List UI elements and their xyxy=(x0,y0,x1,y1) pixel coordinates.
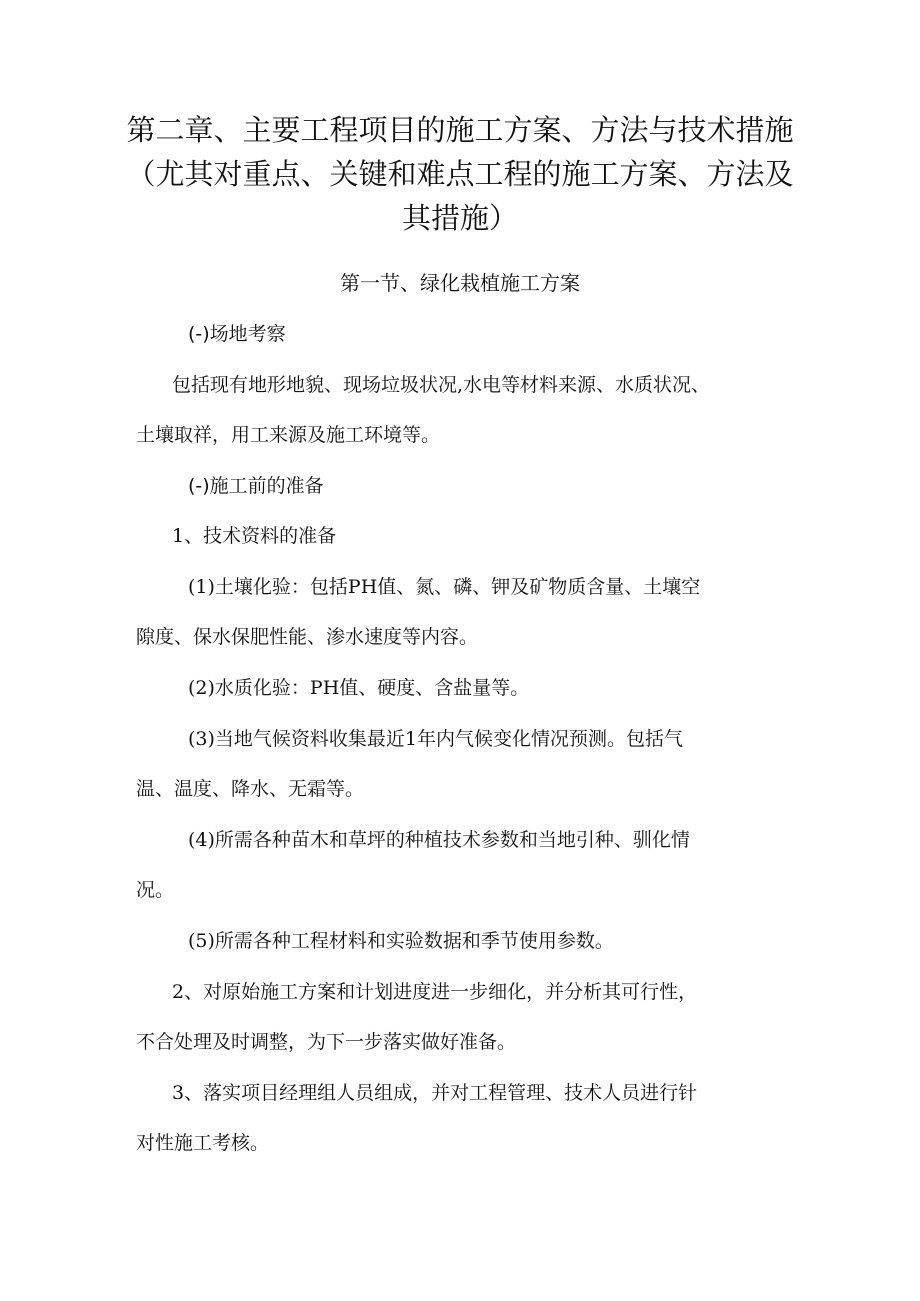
chapter-title xyxy=(100,108,820,240)
item-technical-materials: 1、技术资料的准备 xyxy=(172,525,337,547)
section-title: 第一节、绿化栽植施工方案 xyxy=(340,271,580,295)
chapter-title-line-1: 第二章、主要工程项目的施工方案、方法与技术措施 xyxy=(126,113,794,147)
item-staffing-line-2: 对性施工考核。 xyxy=(136,1132,270,1154)
item-refine-plan-line-1: 2、对原始施工方案和计划进度进一步细化，并分析其可行性， xyxy=(172,981,698,1003)
paragraph-site-survey-line-1: 包括现有地形地貌、现场垃圾状况,水电等材料来源、水质状况、 xyxy=(172,374,711,396)
sub-item-seedlings-line-1: (4)所需各种苗木和草坪的种植技术参数和当地引种、驯化情 xyxy=(188,829,690,851)
chapter-title-line-3: 其措施） xyxy=(401,201,518,235)
heading-site-survey: (-)场地考察 xyxy=(188,323,286,345)
sub-item-climate-line-2: 温、温度、降水、无霜等。 xyxy=(136,778,365,800)
item-staffing-line-1: 3、落实项目经理组人员组成，并对工程管理、技术人员进行针 xyxy=(172,1082,698,1104)
sub-item-soil-test-line-1: (1)土壤化验：包括PH值、氮、磷、钾及矿物质含量、土壤空 xyxy=(188,576,701,598)
heading-preparation: (-)施工前的准备 xyxy=(188,475,324,497)
sub-item-water-test: (2)水质化验：PH值、硬度、含盐量等。 xyxy=(188,677,530,699)
sub-item-materials: (5)所需各种工程材料和实验数据和季节使用参数。 xyxy=(188,930,614,952)
sub-item-soil-test-line-2: 隙度、保水保肥性能、渗水速度等内容。 xyxy=(136,626,479,648)
item-refine-plan-line-2: 不合处理及时调整，为下一步落实做好准备。 xyxy=(136,1031,517,1053)
sub-item-seedlings-line-2: 况。 xyxy=(136,879,175,901)
paragraph-site-survey-line-2: 土壤取祥，用工来源及施工环境等。 xyxy=(136,424,441,446)
chapter-title-line-2: （尤其对重点、关键和难点工程的施工方案、方法及 xyxy=(126,157,794,191)
sub-item-climate-line-1: (3)当地气候资料收集最近1年内气候变化情况预测。包括气 xyxy=(188,728,684,750)
